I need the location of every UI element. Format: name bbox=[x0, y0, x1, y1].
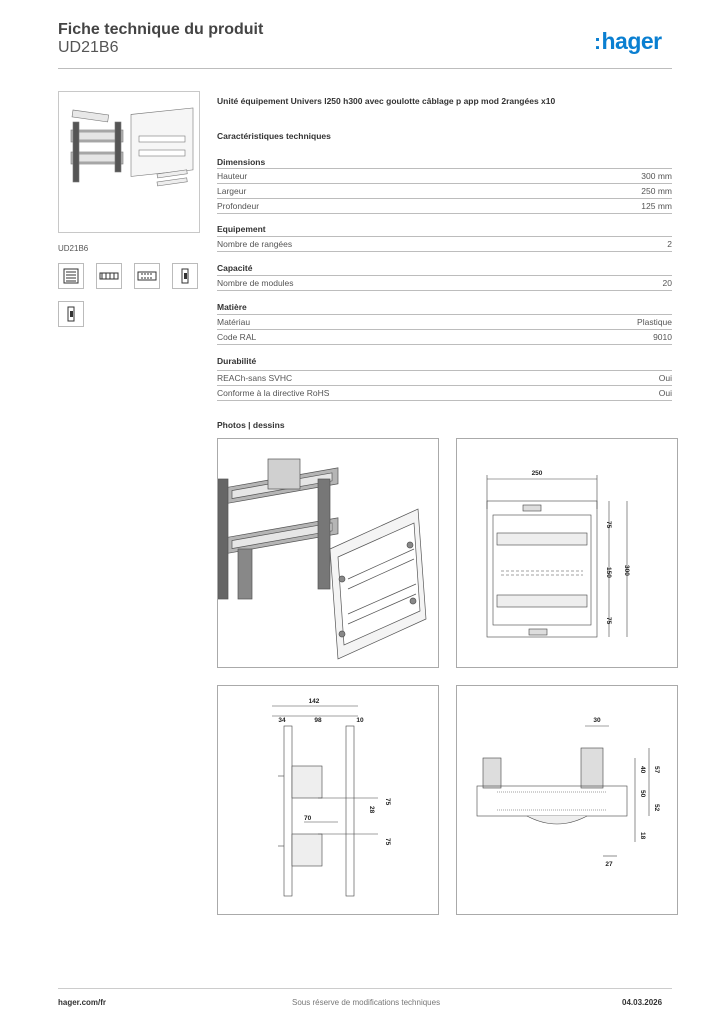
row-divider bbox=[217, 213, 672, 214]
spec-value: 250 mm bbox=[641, 186, 672, 196]
spec-label: Profondeur bbox=[217, 201, 260, 211]
dim-mid: 98 bbox=[314, 717, 322, 724]
section-drawing bbox=[457, 686, 677, 910]
spec-label: Conforme à la directive RoHS bbox=[217, 388, 330, 398]
product-thumbnail-illustration bbox=[59, 92, 199, 232]
dim-middle: 150 bbox=[605, 567, 612, 578]
front-drawing bbox=[457, 439, 677, 667]
spec-value: Oui bbox=[658, 373, 672, 383]
spec-row bbox=[217, 168, 672, 184]
spec-row bbox=[217, 236, 672, 252]
hager-logo[interactable] bbox=[594, 28, 662, 55]
row-divider bbox=[217, 344, 672, 345]
rail-module-icon[interactable] bbox=[58, 263, 84, 289]
spec-label: Code RAL bbox=[217, 332, 257, 342]
drawing-section[interactable] bbox=[456, 685, 678, 915]
connector-block-icon[interactable] bbox=[96, 263, 122, 289]
product-thumbnail[interactable] bbox=[58, 91, 200, 233]
dim-left: 34 bbox=[278, 717, 286, 724]
dim-width: 250 bbox=[531, 470, 543, 477]
product-reference: UD21B6 bbox=[58, 39, 119, 56]
group-title-material: Matière bbox=[217, 302, 247, 312]
dim-bottom: 27 bbox=[605, 861, 613, 868]
spec-value: 20 bbox=[662, 278, 672, 288]
dim-top: 75 bbox=[605, 521, 612, 529]
spec-row bbox=[217, 385, 672, 401]
spec-label: Hauteur bbox=[217, 171, 248, 181]
mounting-bracket-icon[interactable] bbox=[58, 301, 84, 327]
dim-b: 57 bbox=[653, 766, 660, 774]
spec-label: Nombre de rangées bbox=[217, 239, 293, 249]
spec-label: Nombre de modules bbox=[217, 278, 294, 288]
spec-value: 125 mm bbox=[641, 201, 672, 211]
product-description: Unité équipement Univers l250 h300 avec goulotte câblage p app mod 2rangées x10 bbox=[217, 96, 556, 106]
dim-top: 30 bbox=[593, 717, 601, 724]
spec-row bbox=[217, 183, 672, 199]
footer-website[interactable]: hager.com/fr bbox=[58, 998, 107, 1007]
header-divider bbox=[58, 68, 672, 69]
cable-duct-icon[interactable] bbox=[134, 263, 160, 289]
dim-right: 10 bbox=[356, 717, 364, 724]
row-divider bbox=[217, 251, 672, 252]
logo-colon: : bbox=[594, 31, 601, 54]
spec-row bbox=[217, 198, 672, 214]
spec-label: Matériau bbox=[217, 317, 251, 327]
spec-value: Oui bbox=[658, 388, 672, 398]
spec-value: 2 bbox=[667, 239, 672, 249]
dim-total: 142 bbox=[308, 698, 320, 705]
spec-row bbox=[217, 314, 672, 330]
spec-label: REACh-sans SVHC bbox=[217, 373, 293, 383]
thumbnail-caption: UD21B6 bbox=[58, 244, 89, 253]
terminal-bracket-icon[interactable] bbox=[172, 263, 198, 289]
dim-e: 18 bbox=[639, 832, 646, 840]
spec-value: 300 mm bbox=[641, 171, 672, 181]
row-divider bbox=[217, 290, 672, 291]
photos-heading: Photos | dessins bbox=[217, 420, 285, 430]
dim-bottom: 75 bbox=[605, 617, 612, 625]
group-title-dimensions: Dimensions bbox=[217, 157, 266, 167]
footer-date: 04.03.2026 bbox=[622, 998, 663, 1007]
iso-illustration bbox=[218, 439, 438, 667]
spec-row bbox=[217, 329, 672, 345]
dim-d: 52 bbox=[653, 804, 660, 812]
group-title-durability: Durabilité bbox=[217, 356, 257, 366]
logo-text: hager bbox=[601, 28, 662, 54]
row-divider bbox=[217, 400, 672, 401]
dim-c: 50 bbox=[639, 790, 646, 798]
dim-a: 28 bbox=[368, 806, 375, 814]
spec-row bbox=[217, 370, 672, 386]
specs-heading: Caractéristiques techniques bbox=[217, 131, 331, 141]
drawing-side[interactable] bbox=[217, 685, 439, 915]
drawing-front[interactable] bbox=[456, 438, 678, 668]
side-drawing bbox=[218, 686, 438, 910]
spec-label: Largeur bbox=[217, 186, 247, 196]
footer-divider bbox=[58, 988, 672, 989]
dim-c: 70 bbox=[304, 815, 312, 822]
dim-height: 300 bbox=[623, 565, 630, 576]
dim-d: 75 bbox=[384, 838, 391, 846]
spec-row bbox=[217, 275, 672, 291]
product-photo-iso[interactable] bbox=[217, 438, 439, 668]
footer-notice: Sous réserve de modifications techniques bbox=[292, 998, 441, 1007]
spec-value: Plastique bbox=[637, 317, 672, 327]
dim-b: 75 bbox=[384, 798, 391, 806]
page-title: Fiche technique du produit bbox=[58, 21, 264, 38]
group-title-capacity: Capacité bbox=[217, 263, 253, 273]
dim-a: 40 bbox=[639, 766, 646, 774]
group-title-equipment: Equipement bbox=[217, 224, 266, 234]
spec-value: 9010 bbox=[653, 332, 672, 342]
